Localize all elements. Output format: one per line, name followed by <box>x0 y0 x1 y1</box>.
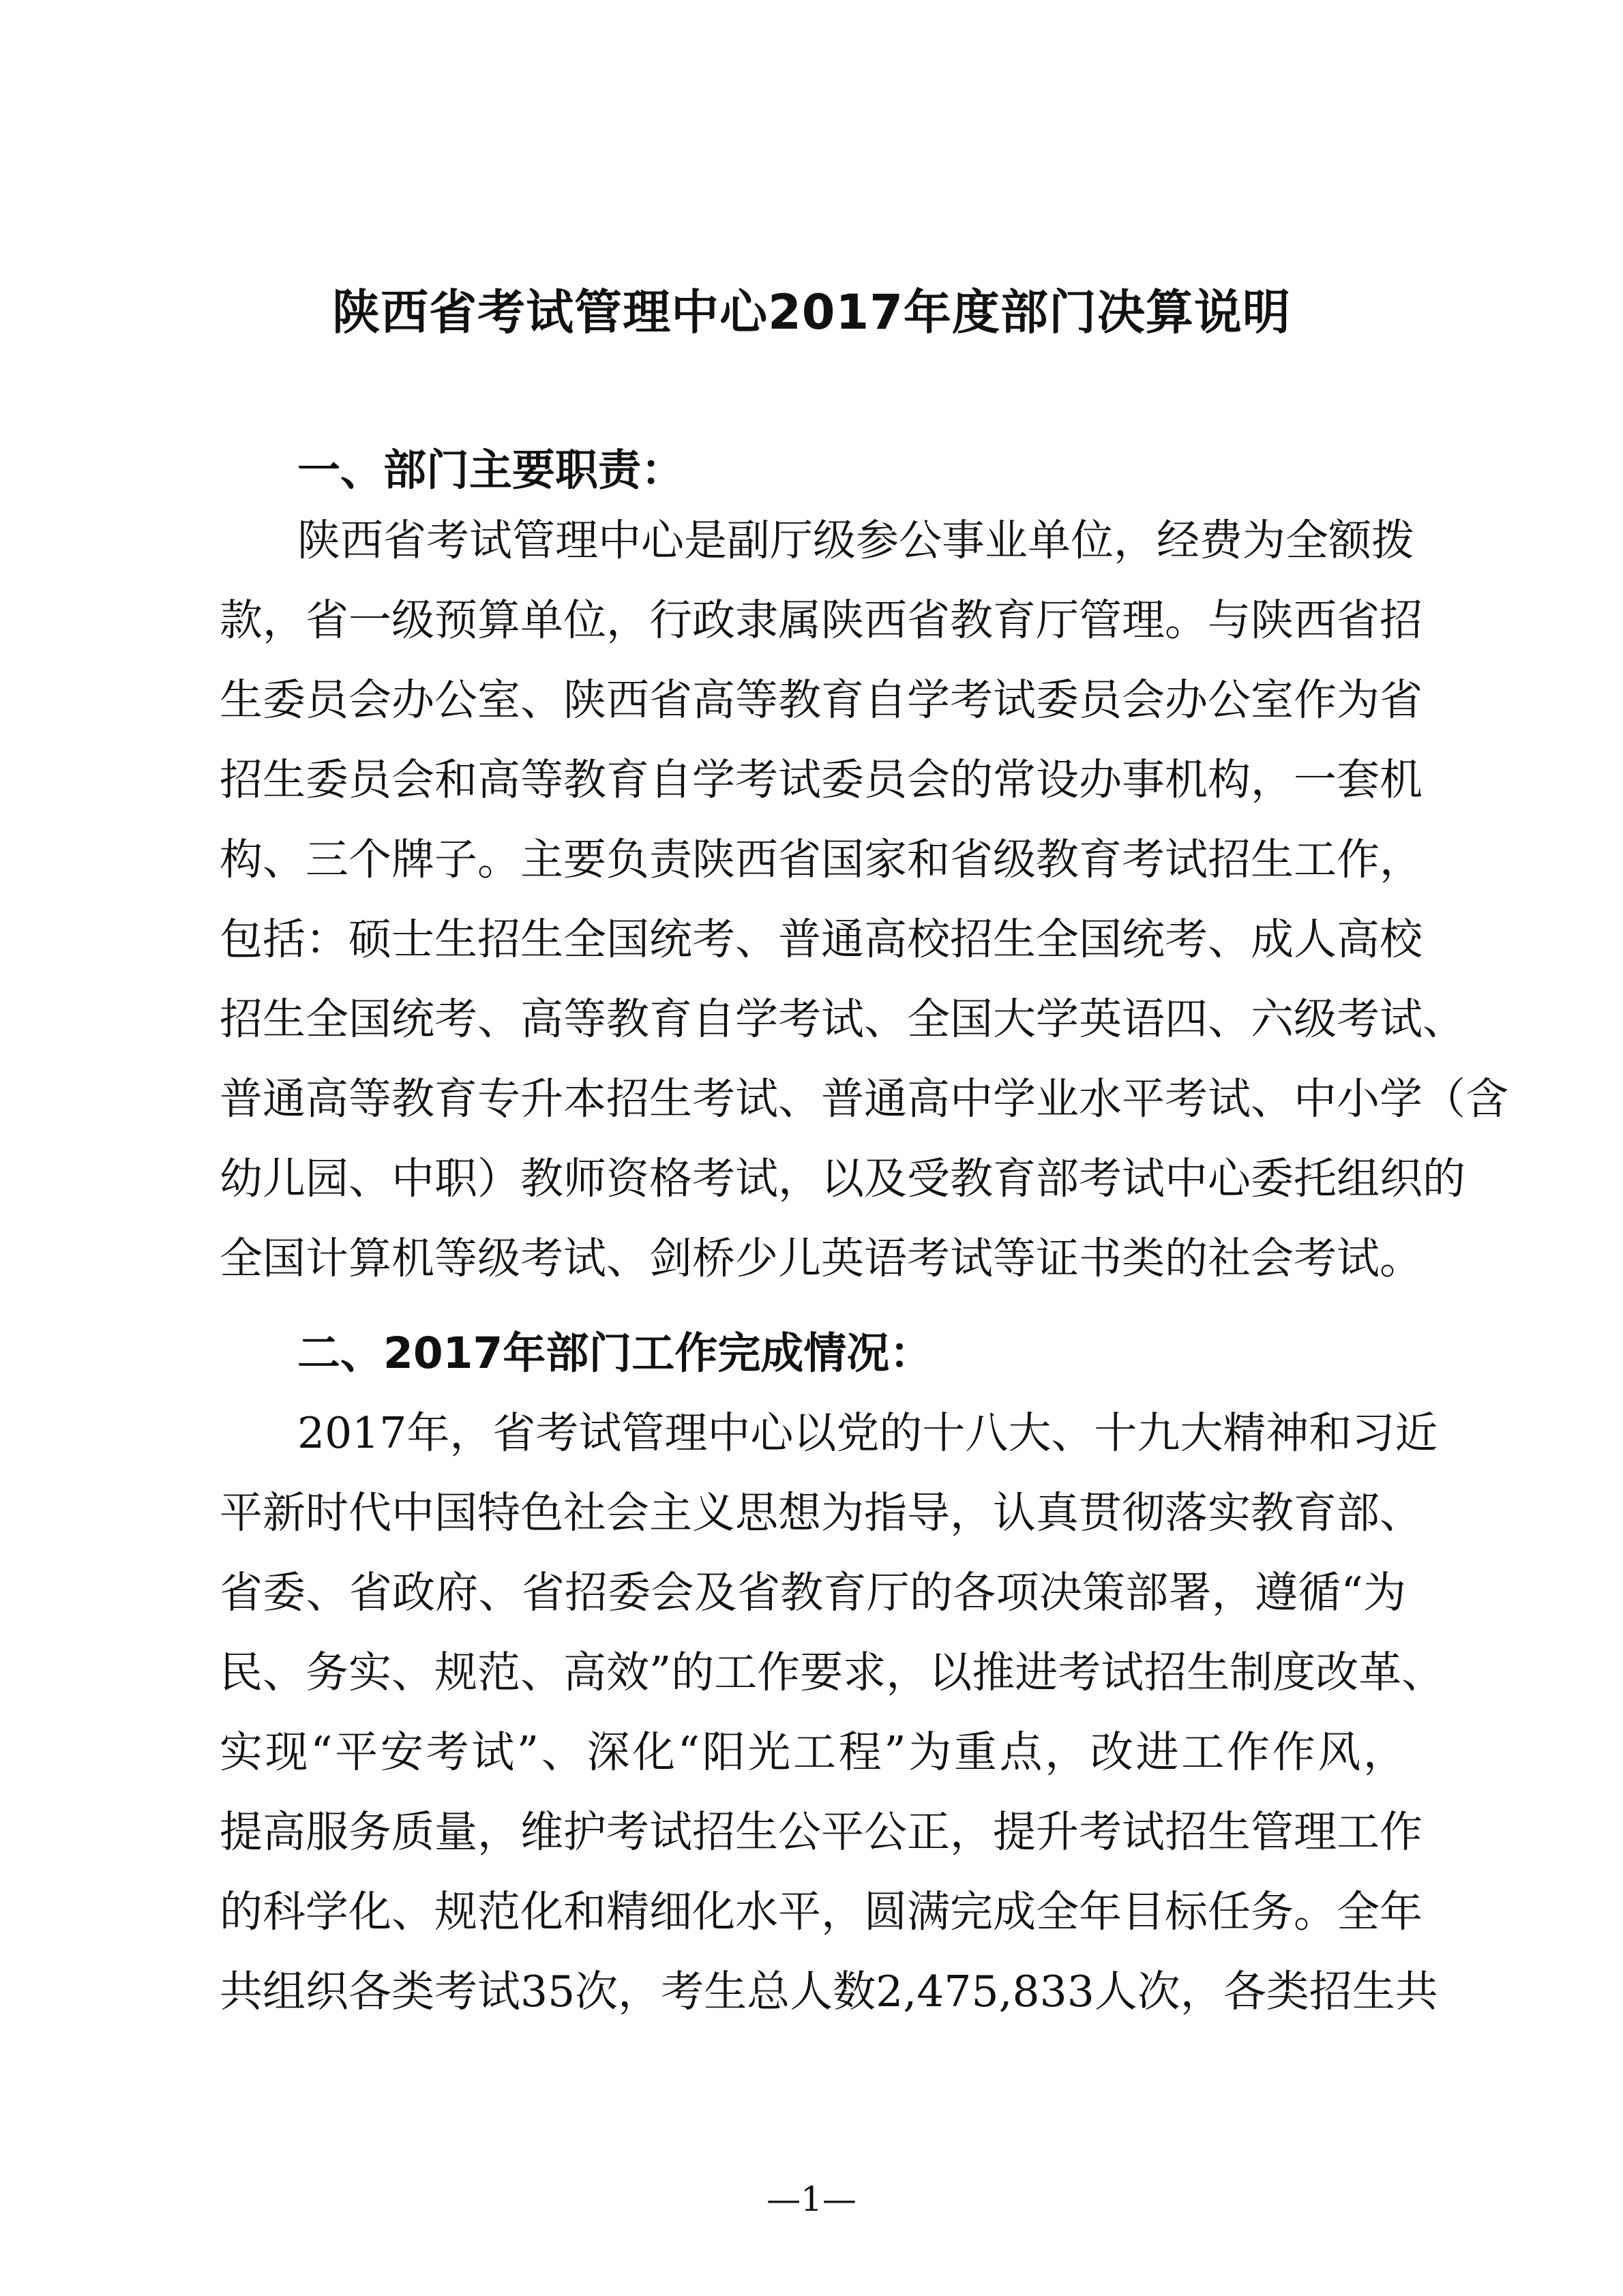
paragraph-line: 省委、省政府、省招委会及省教育厅的各项决策部署，遵循“为 <box>220 1568 1406 1617</box>
document-title: 陕西省考试管理中心2017年度部门决算说明 <box>332 284 1291 340</box>
paragraph-line: 普通高等教育专升本招生考试、普通高中学业水平考试、中小学（含 <box>220 1074 1508 1124</box>
paragraph-line: 民、务实、规范、高效”的工作要求，以推进考试招生制度改革、 <box>220 1648 1445 1697</box>
paragraph-line: 平新时代中国特色社会主义思想为指导，认真贯彻落实教育部、 <box>220 1488 1423 1538</box>
section-heading-work-completion: 二、2017年部门工作完成情况： <box>297 1328 933 1378</box>
paragraph-line: 共组织各类考试35次，考生总人数2,475,833人次，各类招生共 <box>220 1967 1438 2016</box>
paragraph-line: 提高服务质量，维护考试招生公平公正，提升考试招生管理工作 <box>220 1807 1423 1857</box>
paragraph-line: 包括：硕士生招生全国统考、普通高校招生全国统考、成人高校 <box>220 914 1423 964</box>
paragraph-line: 全国计算机等级考试、剑桥少儿英语考试等证书类的社会考试。 <box>220 1234 1423 1283</box>
paragraph-line: 招生委员会和高等教育自学考试委员会的常设办事机构，一套机 <box>220 755 1423 805</box>
paragraph-line: 构、三个牌子。主要负责陕西省国家和省级教育考试招生工作， <box>220 835 1423 884</box>
page-number: —1— <box>766 2179 857 2219</box>
paragraph-line: 招生全国统考、高等教育自学考试、全国大学英语四、六级考试、 <box>220 994 1465 1044</box>
paragraph-line: 陕西省考试管理中心是副厅级参公事业单位，经费为全额拨 <box>297 516 1414 565</box>
paragraph-line: 幼儿园、中职）教师资格考试，以及受教育部考试中心委托组织的 <box>220 1154 1465 1204</box>
paragraph-line: 实现“平安考试”、深化“阳光工程”为重点，改进工作作风， <box>220 1727 1406 1777</box>
paragraph-line: 2017年，省考试管理中心以党的十八大、十九大精神和习近 <box>297 1408 1438 1458</box>
paragraph-line: 款，省一级预算单位，行政隶属陕西省教育厅管理。与陕西省招 <box>220 595 1423 645</box>
paragraph-line: 生委员会办公室、陕西省高等教育自学考试委员会办公室作为省 <box>220 675 1423 725</box>
section-heading-duties: 一、部门主要职责： <box>297 445 684 495</box>
paragraph-line: 的科学化、规范化和精细化水平，圆满完成全年目标任务。全年 <box>220 1887 1423 1937</box>
